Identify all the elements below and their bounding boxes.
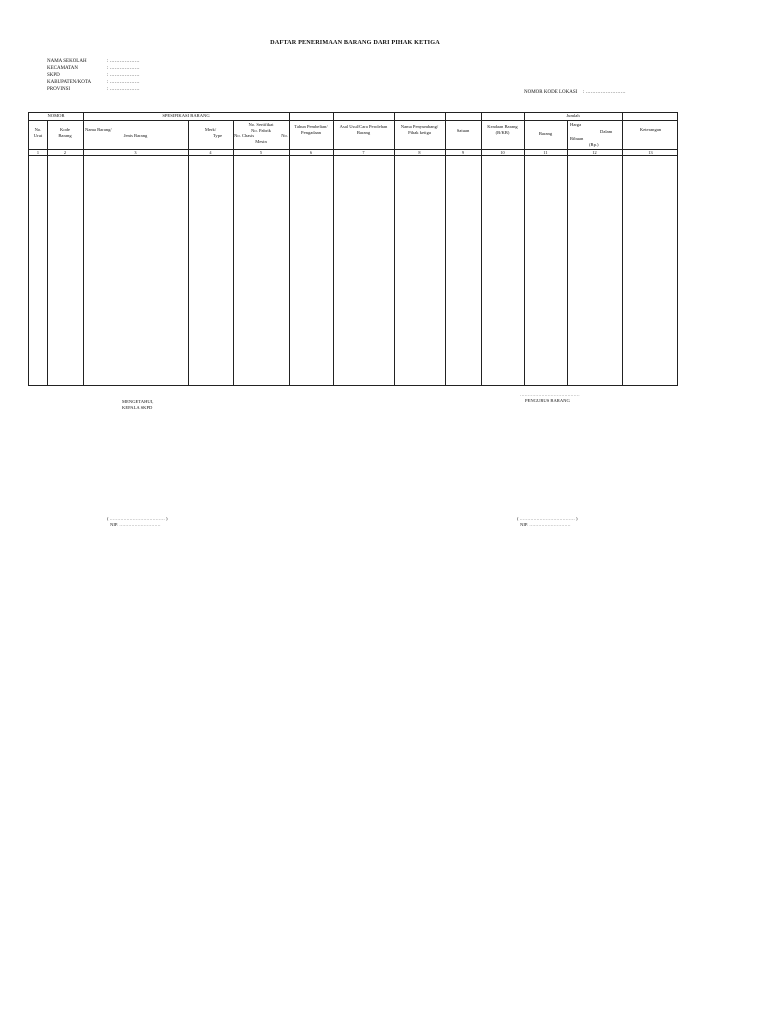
column-number-line (29, 155, 677, 156)
header-text: Keadaan Barang (487, 124, 518, 129)
column-number: 2 (63, 150, 67, 155)
kepala-skpd-label: KEPALA SKPD (122, 405, 153, 410)
header-text: Mesin (255, 138, 267, 144)
label-provinsi: PROVINSI (47, 87, 71, 92)
header-text: Type (212, 132, 223, 138)
header-text: Merk/ (204, 127, 217, 132)
pengurus-dots: ………………………………… (520, 392, 580, 397)
header-text: No. Chasis (234, 133, 255, 139)
column-number: 7 (362, 150, 365, 155)
mengetahui-label: MENGETAHUI, (122, 399, 154, 404)
right-signature-nip: NIP. ……………………… (520, 522, 571, 527)
header-text: Kode (60, 127, 70, 132)
column-number: 12 (592, 150, 597, 155)
col-sep (47, 120, 48, 385)
header-text: Tahun Pembelian/ (294, 124, 328, 129)
group-spesifikasi: SPESIFIKASI BARANG (162, 113, 210, 118)
header-text: No. (34, 127, 42, 132)
header-satuan: Satuan (456, 128, 470, 133)
header-text: (Rp.) (589, 142, 599, 147)
value-provinsi: : ……………… (107, 87, 140, 92)
header-harga (567, 122, 622, 149)
value-nama-sekolah: : ……………… (107, 59, 140, 64)
left-signature-nip: NIP. ……………………… (110, 522, 161, 527)
header-tahun (289, 124, 333, 135)
label-kabupaten: KABUPATEN/KOTA (47, 80, 92, 85)
header-keterangan: Keterangan (639, 127, 662, 132)
label-kode-lokasi: NOMOR KODE LOKASI (524, 90, 578, 95)
column-number: 10 (500, 150, 505, 155)
right-signature-name: ( ……………………………… ) (517, 516, 578, 521)
header-text: Ribuan (570, 136, 584, 141)
column-number: 4 (209, 150, 212, 155)
header-barang: Barang (538, 131, 553, 136)
header-text: No. Pabrik (251, 127, 271, 133)
header-keadaan (481, 124, 524, 135)
right-signature (517, 516, 577, 528)
header-text: Pengadaan (301, 129, 321, 135)
col-sep (188, 120, 189, 385)
header-text: Nama Penyumbang/ (400, 124, 439, 129)
left-signature-name: ( ……………………………… ) (107, 516, 168, 521)
col-sep (567, 120, 568, 385)
header-no-urut (29, 127, 47, 138)
col-sep (233, 120, 234, 385)
pengurus-barang-label: PENGURUS BARANG (525, 398, 570, 403)
header-text: Pihak ketiga (408, 129, 431, 135)
header-penyumbang (394, 124, 445, 135)
group-jumlah: Jumlah (566, 113, 580, 118)
column-number: 11 (543, 150, 548, 155)
approval-block (122, 399, 153, 411)
header-text: (B/KB) (495, 129, 510, 135)
header-text: Dalam (600, 129, 613, 134)
label-skpd: SKPD (47, 73, 60, 78)
column-number: 8 (418, 150, 421, 155)
header-asal (333, 124, 394, 135)
header-top-line (29, 120, 677, 121)
header-text: Barang (356, 129, 371, 135)
pengurus-block (520, 392, 580, 404)
header-text: Barang (58, 132, 72, 138)
column-number: 13 (648, 150, 653, 155)
document-title: DAFTAR PENERIMAAN BARANG DARI PIHAK KETIGA (270, 39, 440, 46)
label-nama-sekolah: NAMA SEKOLAH (47, 59, 87, 64)
header-text: Nama Barang/ (85, 127, 112, 132)
column-number: 3 (134, 150, 137, 155)
column-number: 1 (36, 150, 40, 155)
header-nama-barang (83, 127, 188, 138)
header-text: No. (281, 133, 288, 139)
label-kecamatan: KECAMATAN (47, 66, 78, 71)
value-kabupaten: : ……………… (107, 80, 140, 85)
column-number: 5 (259, 150, 263, 155)
left-signature (107, 516, 167, 528)
header-text: Asal Usul/Cara Perolehan (339, 124, 388, 129)
column-number: 6 (309, 150, 313, 155)
header-text: Urut (33, 132, 43, 138)
header-kode-barang (47, 127, 83, 138)
header-merk (188, 127, 233, 138)
value-kecamatan: : ……………… (107, 66, 140, 71)
group-nomor: NOMOR (47, 113, 65, 118)
header-text: No. Sertifikat (248, 122, 274, 127)
header-text: Harga (570, 122, 582, 127)
value-kode-lokasi: : …………………… (583, 90, 626, 95)
header-sertifikat (233, 122, 289, 144)
value-skpd: : ……………… (107, 73, 140, 78)
header-text: Jenis Barang (123, 132, 148, 138)
column-number: 9 (461, 150, 465, 155)
receipt-table (28, 112, 678, 386)
